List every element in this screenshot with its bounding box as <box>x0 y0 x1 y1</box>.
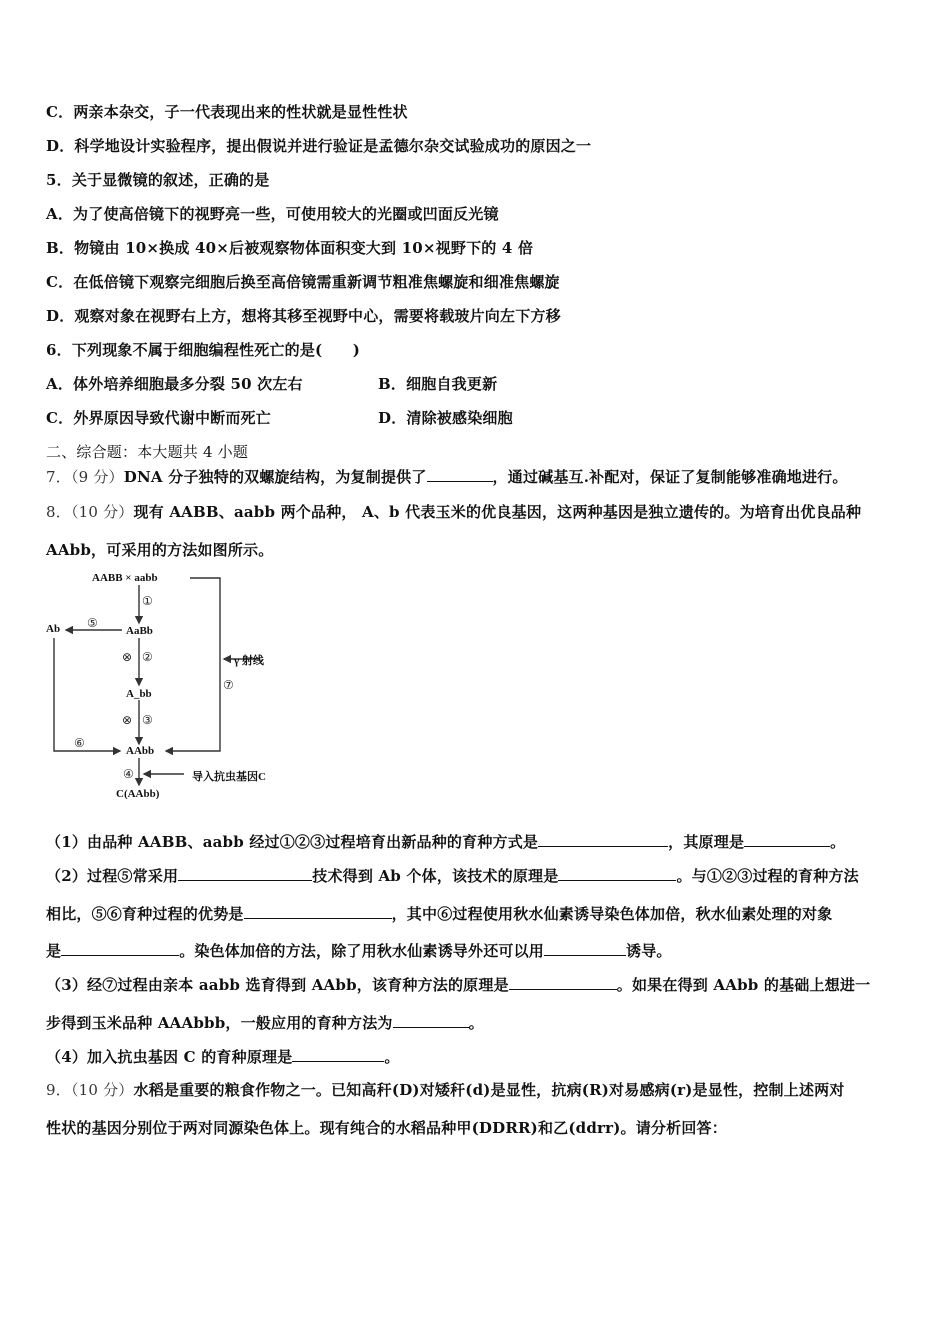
q8-stem-line1 <box>46 502 861 522</box>
q4-option-d: D．科学地设计实验程序，提出假说并进行验证是孟德尔杂交试验成功的原因之一 <box>46 137 592 155</box>
q8-p1-blank-2[interactable] <box>744 832 830 847</box>
q5-option-c: C．在低倍镜下观察完细胞后换至高倍镜需重新调节粗准焦螺旋和细准焦螺旋 <box>46 273 560 291</box>
q6-option-d: D．清除被感染细胞 <box>378 409 513 427</box>
selfing-icon-1: ⊗ <box>122 650 133 664</box>
q6-option-a: A．体外培养细胞最多分裂 50 次左右 <box>46 375 303 393</box>
diagram-f1: AaBb <box>126 625 153 637</box>
selfing-icon-2: ⊗ <box>122 713 133 727</box>
diagram-insert-gene: 导入抗虫基因C <box>192 771 266 783</box>
step-1: ① <box>142 594 153 608</box>
q8-p2-text-f: 是 <box>46 942 62 960</box>
q8-p2-blank-3[interactable] <box>244 904 392 919</box>
step-3: ③ <box>142 713 153 727</box>
q9-line2: 性状的基因分别位于两对同源染色体上。现有纯合的水稻品种甲(DDRR)和乙(ddrr)。请分析回答： <box>46 1119 727 1137</box>
step-6: ⑥ <box>74 736 85 750</box>
q6-stem: 6．下列现象不属于细胞编程性死亡的是( ) <box>46 341 361 359</box>
q6-option-c: C．外界原因导致代谢中断而死亡 <box>46 409 271 427</box>
diagram-final: C(AAbb) <box>116 788 160 800</box>
q8-part3-line1 <box>46 975 870 995</box>
q7-text-a: DNA 分子独特的双螺旋结构，为复制提供了 <box>123 468 427 486</box>
q8-p3-text-d: 。 <box>468 1014 484 1032</box>
q8-p3-text-b: 。如果在得到 AAbb 的基础上想进一 <box>616 976 871 994</box>
diagram-gamma: γ 射线 <box>234 655 264 667</box>
q8-number: 8．（10 分） <box>46 503 134 521</box>
step-2: ② <box>142 650 153 664</box>
q8-p2-text-c: 。与①②③过程的育种方法 <box>676 867 859 885</box>
q8-p1-text-a: （1）由品种 AABB、aabb 经过①②③过程培育出新品种的育种方式是 <box>46 833 539 851</box>
breeding-diagram <box>44 568 304 808</box>
q5-stem: 5．关于显微镜的叙述，正确的是 <box>46 171 270 189</box>
q8-p4-text-a: （4）加入抗虫基因 C 的育种原理是 <box>46 1048 293 1066</box>
q8-p4-text-b: 。 <box>384 1048 400 1066</box>
q4-option-c: C．两亲本杂交，子一代表现出来的性状就是显性性状 <box>46 103 408 121</box>
q8-part3-line2 <box>46 1013 484 1033</box>
q7-text-b: ，通过碱基互.补配对，保证了复制能够准确地进行。 <box>492 468 848 486</box>
q8-stem-line2: AAbb，可采用的方法如图所示。 <box>46 541 274 559</box>
step-7: ⑦ <box>223 678 234 692</box>
q5-option-a: A．为了使高倍镜下的视野亮一些，可使用较大的光圈或凹面反光镜 <box>46 205 499 223</box>
q8-p2-text-h: 诱导。 <box>626 942 672 960</box>
section-heading: 二、综合题：本大题共 4 小题 <box>46 443 249 461</box>
diagram-haploid: Ab <box>46 623 61 635</box>
q5-option-d: D．观察对象在视野右上方，想将其移至视野中心，需要将载玻片向左下方移 <box>46 307 561 325</box>
q8-p3-blank-1[interactable] <box>509 975 617 990</box>
q8-p1-blank-1[interactable] <box>538 832 668 847</box>
step-5: ⑤ <box>87 616 98 630</box>
q8-p2-text-e: ，其中⑥过程使用秋水仙素诱导染色体加倍，秋水仙素处理的对象 <box>391 905 833 923</box>
q8-p2-text-b: 技术得到 Ab 个体，该技术的原理是 <box>312 867 559 885</box>
q5-option-b: B．物镜由 10×换成 40×后被观察物体面积变大到 10×视野下的 4 倍 <box>46 239 534 257</box>
q9-line1 <box>46 1080 845 1100</box>
q8-p4-blank[interactable] <box>292 1047 384 1062</box>
q8-part4 <box>46 1047 400 1067</box>
q8-p3-text-a: （3）经⑦过程由亲本 aabb 选育得到 AAbb，该育种方法的原理是 <box>46 976 509 994</box>
q8-p3-blank-2[interactable] <box>393 1013 469 1028</box>
diagram-f2: A_bb <box>126 688 152 700</box>
q9-text-a: 水稻是重要的粮食作物之一。已知高秆(D)对矮秆(d)是显性，抗病(R)对易感病(r)是显性，控制上述两对 <box>133 1081 845 1099</box>
q8-p3-text-c: 步得到玉米品种 AAAbbb，一般应用的育种方法为 <box>46 1014 393 1032</box>
q8-stem-a: 现有 AABB、aabb 两个品种， A、b 代表玉米的优良基因，这两种基因是独立遗传的。为培育出优良品种 <box>133 503 862 521</box>
q8-p2-blank-5[interactable] <box>544 941 626 956</box>
q8-part2-line1 <box>46 866 859 886</box>
diagram-target: AAbb <box>126 745 155 757</box>
q8-p1-text-b: ，其原理是 <box>668 833 745 851</box>
q8-p2-blank-4[interactable] <box>61 941 179 956</box>
q6-option-b: B．细胞自我更新 <box>378 375 498 393</box>
q7-number: 7．（9 分） <box>46 468 124 486</box>
q7-blank[interactable] <box>427 467 493 482</box>
q8-part1 <box>46 832 845 852</box>
q9-number: 9．（10 分） <box>46 1081 134 1099</box>
diagram-parents: AABB × aabb <box>92 572 158 584</box>
q8-p1-text-c: 。 <box>830 833 846 851</box>
q8-p2-text-a: （2）过程⑤常采用 <box>46 867 179 885</box>
q8-p2-blank-2[interactable] <box>558 866 676 881</box>
q7-text <box>46 467 848 487</box>
q8-p2-blank-1[interactable] <box>178 866 312 881</box>
q8-p2-text-d: 相比，⑤⑥育种过程的优势是 <box>46 905 244 923</box>
q8-part2-line3 <box>46 941 672 961</box>
step-4: ④ <box>123 767 134 781</box>
q8-part2-line2 <box>46 904 832 924</box>
q8-p2-text-g: 。染色体加倍的方法，除了用秋水仙素诱导外还可以用 <box>179 942 545 960</box>
